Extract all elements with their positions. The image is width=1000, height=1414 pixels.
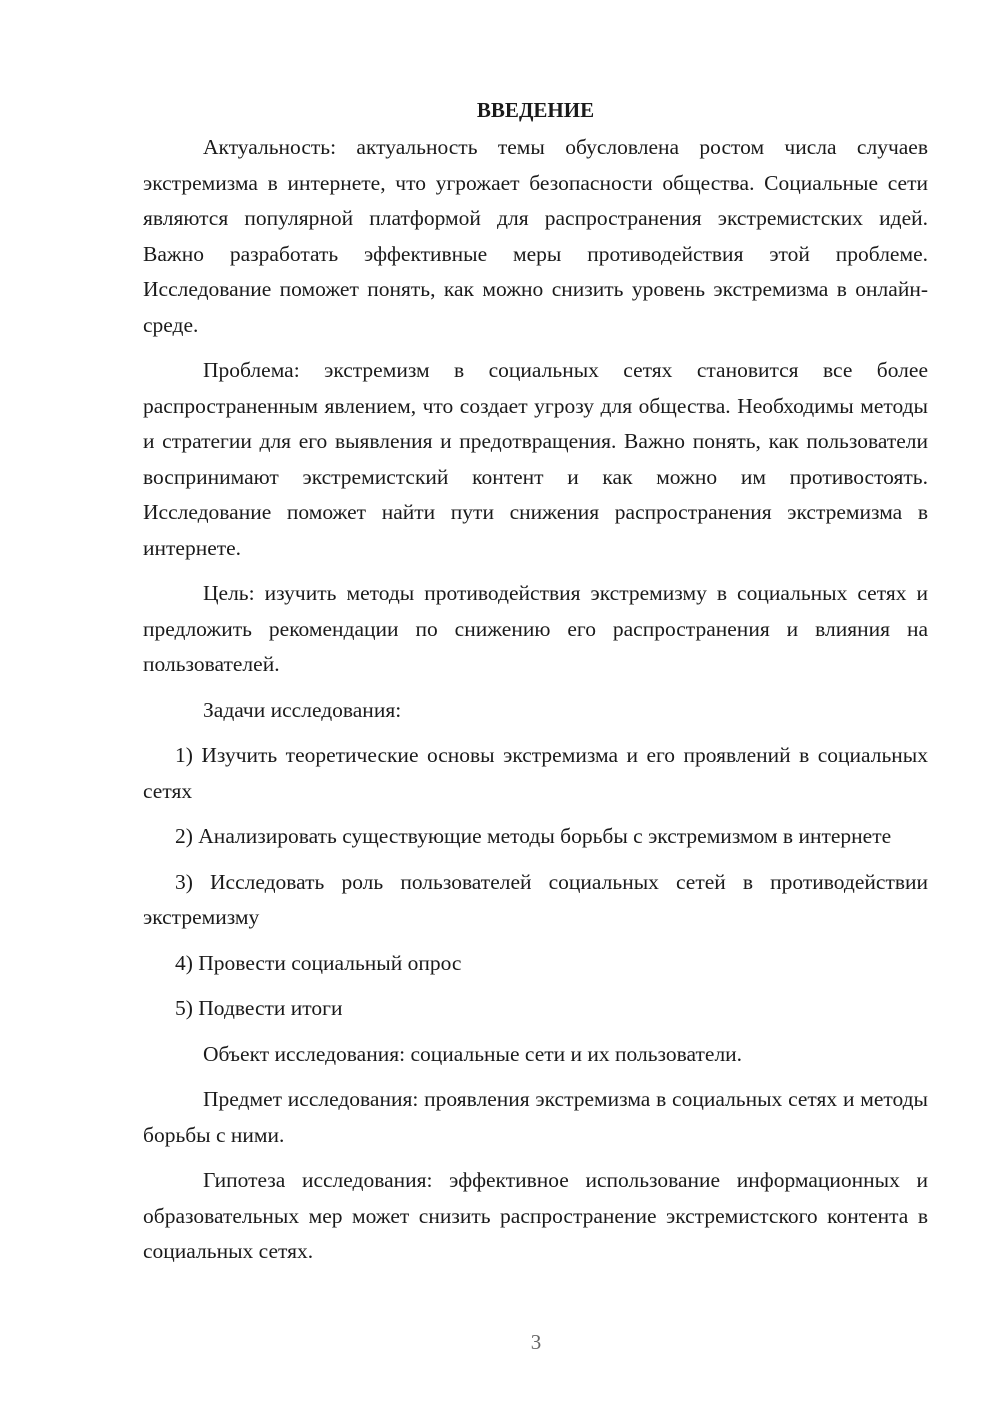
goal-paragraph: Цель: изучить методы противодействия экстремизму в социальных сетях и предложить рекомендации по снижению его распространения и влияния на пользователей.	[143, 581, 928, 676]
tasks-heading: Задачи исследования:	[203, 697, 402, 722]
task-item-1: 1) Изучить теоретические основы экстремизма и его проявлений в социальных сетях	[143, 743, 928, 803]
hypothesis-paragraph: Гипотеза исследования: эффективное использование информационных и образовательных мер может снизить распространение экстремистского контента в социальных сетях.	[143, 1168, 928, 1263]
task-item-5: 5) Подвести итоги	[175, 996, 343, 1020]
task-item-4: 4) Провести социальный опрос	[175, 950, 462, 975]
subject-paragraph: Предмет исследования: проявления экстремизма в социальных сетях и методы борьбы с ними.	[143, 1087, 928, 1147]
task-item-2: 2) Анализировать существующие методы борьбы с экстремизмом в интернете	[175, 824, 892, 848]
object-paragraph: Объект исследования: социальные сети и их пользователи.	[203, 1041, 743, 1066]
problem-paragraph: Проблема: экстремизм в социальных сетях становится все более распространенным явлением, что создает угрозу для общества. Необходимы методы и стратегии для его выявления и предотвращения. Важно понять, как пользователи воспринимают экстремистский контент и как можно им противостоять. Исследование поможет найти пути снижения распространения экстремизма в интернете.	[143, 358, 928, 560]
task-item-3: 3) Исследовать роль пользователей социальных сетей в противодействии экстремизму	[143, 869, 928, 929]
page-number: 3	[530, 1330, 542, 1354]
relevance-paragraph: Актуальность: актуальность темы обусловлена ростом числа случаев экстремизма в интернете, что угрожает безопасности общества. Социальные сети являются популярной платформой для распространения экстремистских идей. Важно разработать эффективные меры противодействия этой проблеме. Исследование поможет понять, как можно снизить уровень экстремизма в онлайн-среде.	[143, 135, 928, 337]
document-page	[143, 92, 928, 1280]
page-title: ВВЕДЕНИЕ	[476, 98, 595, 122]
